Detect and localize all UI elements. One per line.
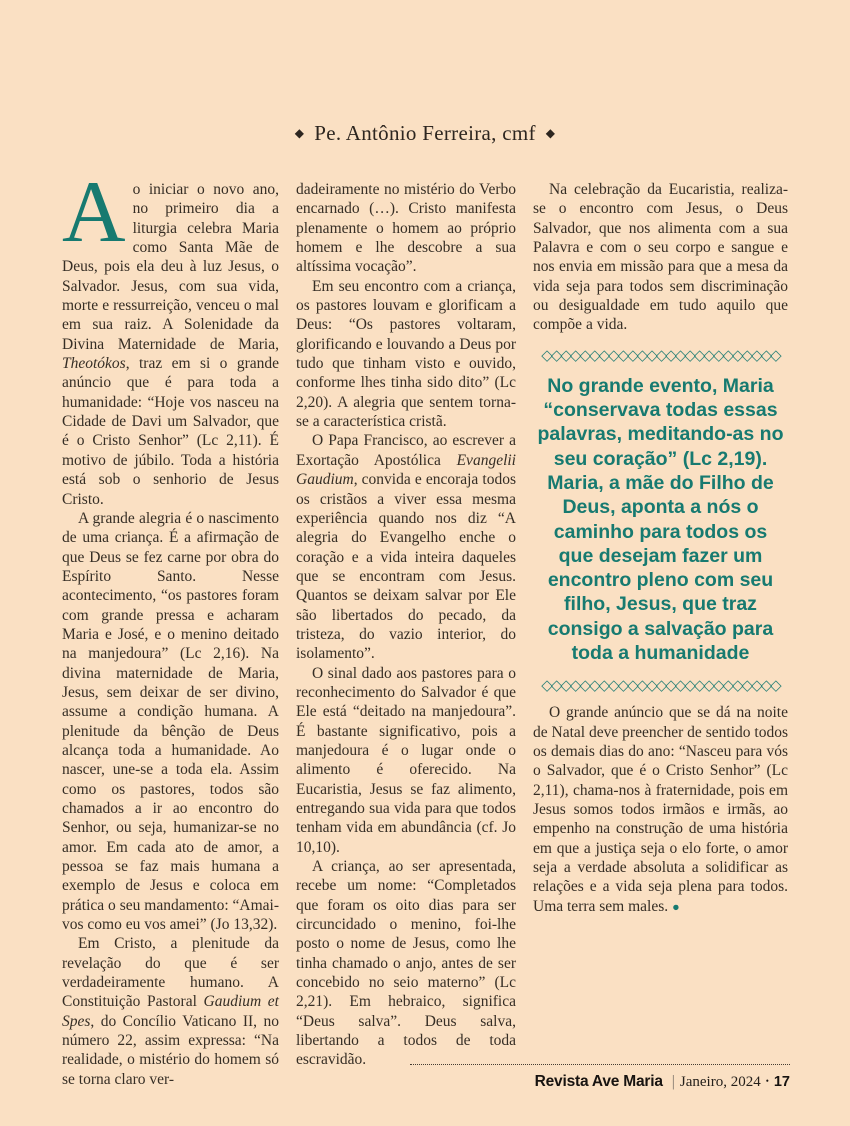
paragraph: dadeiramente no mistério do Verbo encarnado (…). Cristo manifesta plenamente o homem ao próprio homem e lhe descobre a sua altíssima vocação”. [296, 181, 516, 276]
paragraph: A grande alegria é o nascimento de uma criança. É a afirmação de que Deus se fez carne por obra do Espírito Santo. Nesse acontecimento, “os pastores foram com grande pressa e acharam Maria e José, e o menino deitado na manjedoura” (Lc 2,16). Na divina maternidade de Maria, Jesus, sem deixar de ser divino, assume a condição humana. A plenitude da bênção de Deus alcança toda a humanidade. Ao nascer, une-se a toda ela. Assim como os pastores, todos são chamados a ir ao encontro do Senhor, ou seja, humanizar-se no amor. Em cada ato de amor, a pessoa se faz mais humana a exemplo de Jesus e coloca em prática o seu mandamento: “Amai-vos como eu vos amei” (Jo 13,32). [62, 509, 279, 934]
diamond-ornament-left: ◆ [294, 126, 305, 140]
paragraph: O sinal dado aos pastores para o reconhecimento do Salvador é que Ele está “deitado na manjedoura”. É bastante significativo, pois a manjedoura é o lugar onde o alimento é oferecido. Na Eucaristia, Jesus se faz alimento, entregando sua vida para que todos tenham vida em abundância (cf. Jo 10,10). [296, 664, 516, 856]
column-3-top-text [533, 180, 788, 335]
diamond-chain-divider-bottom: ◇◇◇◇◇◇◇◇◇◇◇◇◇◇◇◇◇◇◇◇◇◇◇◇◇ [541, 679, 780, 695]
page-number: 17 [773, 1074, 790, 1090]
footer-separator: | [671, 1073, 675, 1090]
diamond-ornament-right: ◆ [545, 126, 556, 140]
paragraph: O grande anúncio que se dá na noite de Natal deve preencher de sentido todos os demais dias do ano: “Nasceu para vós o Salvador, que é o Cristo Senhor” (Lc 2,11), chama-nos à fraternidade, pois em Jesus somos todos irmãos e irmãs, ao empenho na construção de uma história em que a justiça seja o elo forte, o amor seja a verdade absoluta a solidificar as relações e a vida seja plena para todos. Uma terra sem males. ● [533, 704, 788, 915]
column-3 [533, 180, 788, 917]
paragraph: Em Cristo, a plenitude da revelação do que é ser verdadeiramente humano. A Constituição Pastoral Gaudium et Spes, do Concílio Vaticano II, no número 22, assim expressa: “Na realidade, o mistério do homem só se torna claro ver- [62, 935, 279, 1088]
paragraph: Em seu encontro com a criança, os pastores louvam e glorificam a Deus: “Os pastores voltaram, glorificando e louvando a Deus por tudo que tinham visto e ouvido, conforme lhes tinha sido dito” (Lc 2,20). A alegria que sentem torna-se a característica cristã. [296, 277, 516, 431]
author-byline: Pe. Antônio Ferreira, cmf [314, 121, 536, 145]
paragraph: O Papa Francisco, ao escrever a Exortação Apostólica Evangelii Gaudium, convida e encoraja todos os cristãos a viver essa mesma experiência quando nos diz “A alegria do Evangelho enche o coração e a vida inteira daqueles que se encontram com Jesus. Quantos se deixam salvar por Ele são libertados do pecado, da tristeza, do vazio interior, do isolamento”. [296, 432, 516, 663]
diamond-chain-divider-top: ◇◇◇◇◇◇◇◇◇◇◇◇◇◇◇◇◇◇◇◇◇◇◇◇◇ [541, 348, 780, 364]
magazine-name: Revista Ave Maria [534, 1073, 663, 1090]
issue-date: Janeiro, 2024 [679, 1074, 761, 1090]
drop-cap: A [62, 164, 126, 261]
page-footer [410, 1064, 790, 1091]
footer-credit-line [410, 1073, 790, 1091]
paragraph: Na celebração da Eucaristia, realiza-se o encontro com Jesus, o Deus Salvador, que nos alimenta com a sua Palavra e com o seu corpo e sangue e nos envia em missão para que a mesa da vida seja para todos sem discriminação ou desigualdade em tudo aquilo que compõe a vida. [533, 181, 788, 334]
column-2 [296, 180, 516, 1070]
footer-dotted-rule [410, 1064, 790, 1065]
end-of-article-dot: ● [672, 899, 680, 914]
footer-bullet: • [765, 1075, 769, 1086]
article-body [62, 164, 788, 1089]
pull-quote: No grande evento, Maria “conservava todas essas palavras, meditando-as no seu coração” (Lc 2,19). Maria, a mãe do Filho de Deus, aponta a nós o caminho para todos os que desejam fazer um encontro pleno com seu filho, Jesus, que traz consigo a salvação para toda a humanidade [537, 374, 784, 665]
paragraph: Ao iniciar o novo ano, no primeiro dia a liturgia celebra Maria como Santa Mãe de Deus, pois ela deu à luz Jesus, o Salvador. Jesus, com sua vida, morte e ressurreição, venceu o mal em sua raiz. A Solenidade da Divina Maternidade de Maria, Theotókos, traz em si o grande anúncio que é para toda a humanidade: “Hoje vos nasceu na Cidade de Davi um Salvador, que é o Cristo Senhor” (Lc 2,11). É motivo de júbilo. Toda a história está sob o senhorio de Jesus Cristo. [62, 164, 279, 508]
column-1 [62, 164, 279, 1089]
paragraph: A criança, ao ser apresentada, recebe um nome: “Completados que foram os oito dias para ser circuncidado o menino, foi-lhe posto o nome de Jesus, como lhe tinha chamado o anjo, antes de ser concebido no seio materno” (Lc 2,21). Em hebraico, significa “Deus salva”. Deus salva, libertando a todos de toda escravidão. [296, 858, 516, 1069]
byline [0, 121, 850, 146]
column-3-bottom-text [533, 703, 788, 917]
